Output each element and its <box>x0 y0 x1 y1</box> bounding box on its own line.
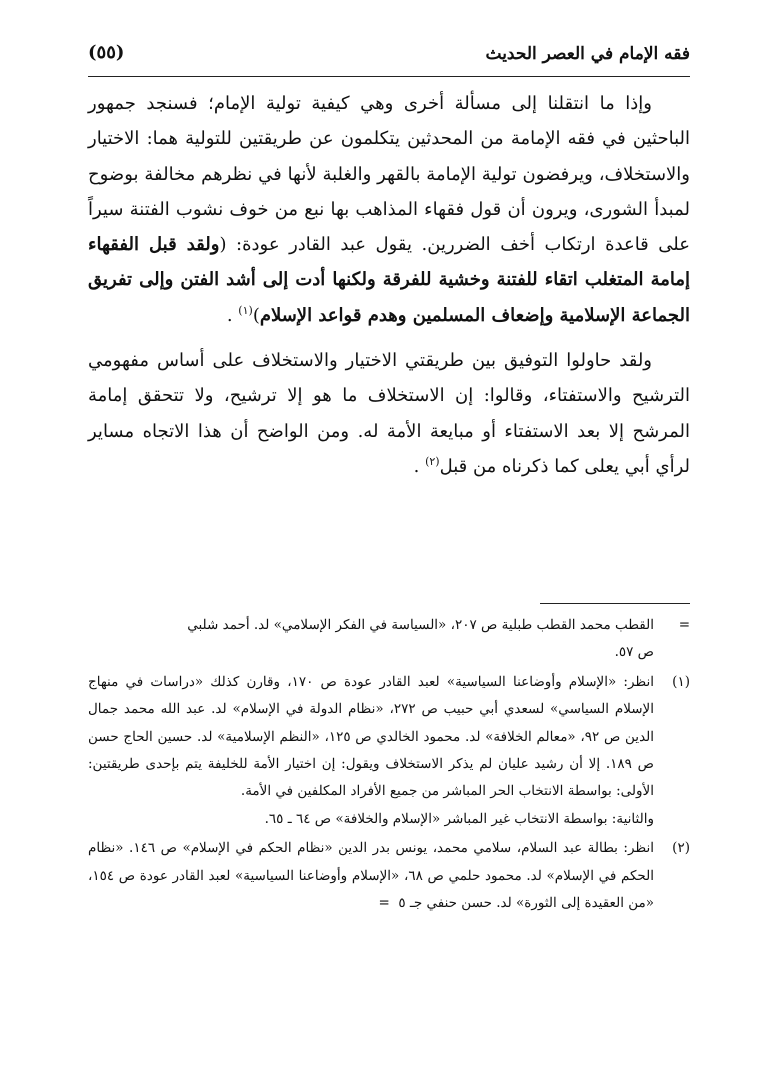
page-number: (٥٥) <box>88 42 125 63</box>
footnote-continuation <box>88 612 690 667</box>
footnote-2-continue-marker: = <box>378 895 390 912</box>
page-header <box>88 40 690 76</box>
main-text <box>88 86 690 484</box>
footnotes <box>88 612 690 917</box>
footnote-2 <box>88 835 690 917</box>
footnote-ref-2[interactable]: (٢) <box>425 454 440 468</box>
continuation-marker: = <box>678 617 690 633</box>
footnote-2-body: انظر: بطالة عبد السلام، سلامي محمد، يونس بدر الدين «نظام الحكم في الإسلام» ص ١٤٦. «نظام الحكم في الإسلام» لد. محمود حلمي ص ٦٨، «الإسلام وأوضاعنا السياسية» لعبد القادر عودة ص ١٥٤، «من العقيدة إلى الثورة» لد. حسن حنفي جـ ٥ <box>88 840 654 912</box>
footnote-1 <box>88 669 690 833</box>
header-rule <box>88 76 690 77</box>
paragraph-2-text: ولقد حاولوا التوفيق بين طريقتي الاختيار والاستخلاف على أساس مفهومي الترشيح والاستفتاء، وقالوا: إن الاستخلاف ما هو إلا ترشيح، ولا تتحقق إمامة المرشح إلا بعد الاستفتاء أو مبايعة الأمة له. ومن الواضح أن هذا الاتجاه مساير لرأي أبي يعلى كما ذكرناه من قبل <box>88 350 690 477</box>
paragraph-2 <box>88 343 690 484</box>
running-title: فقه الإمام في العصر الحديث <box>485 44 690 64</box>
quote-close: ) <box>252 304 260 326</box>
footnote-2-number: (٢) <box>672 840 690 857</box>
paragraph-1 <box>88 86 690 333</box>
footnote-1-text: انظر: «الإسلام وأوضاعنا السياسية» لعبد القادر عودة ص ١٧٠، وقارن كذلك «دراسات في منهاج الإسلام السياسي» لسعدي أبي حبيب ص ٢٧٢، «نظام الدولة في الإسلام» لد. عبد الله محمد جمال الدين ص ٩٢، «معالم الخلافة» لد. محمود الخالدي ص ١٢٥، «النظم الإسلامية» لد. حسين الحاج حسن ص ١٨٩. إلا أن رشيد عليان لم يذكر الاستخلاف ويقول: إن اختيار الأمة للخليفة يتم بإحدى طريقتين: الأولى: بواسطة الانتخاب الحر المباشر من جميع الأفراد المكلفين في الأمة. <box>88 673 655 800</box>
paragraph-1-end: . <box>226 304 239 326</box>
footnote-continuation-text: القطب محمد القطب طبلية ص ٢٠٧، «السياسة في الفكر الإسلامي» لد. أحمد شلبي <box>187 617 654 633</box>
paragraph-2-end: . <box>413 455 426 477</box>
footnote-continuation-tail: ص ٥٧. <box>614 644 654 661</box>
footnote-2-text <box>88 835 654 917</box>
paragraph-1-text: وإذا ما انتقلنا إلى مسألة أخرى وهي كيفية تولية الإمام؛ فسنجد جمهور الباحثين في فقه الإمامة من المحدثين يتكلمون عن طريقتين للتولية هما: الاختيار والاستخلاف، ويرفضون تولية الإمامة بالقهر والغلبة لأنها في نظرهم مخالفة بوضوح لمبدأ الشورى، ويرون أن قول فقهاء المذاهب بها نبع من خوف نشوب الفتنة سيراً على قاعدة ارتكاب أخف الضررين. يقول عبد القادر عودة: ( <box>88 93 690 256</box>
footnote-1-tail: والثانية: بواسطة الانتخاب غير المباشر «الإسلام والخلافة» ص ٦٤ ـ ٦٥. <box>264 810 654 827</box>
footnote-1-number: (١) <box>672 673 690 690</box>
footnote-separator <box>540 603 690 604</box>
footnote-ref-1[interactable]: (١) <box>238 303 253 317</box>
quote-abdulqadir-awda: ولقد قبل الفقهاء إمامة المتغلب اتقاء للفتنة وخشية للفرقة ولكنها أدت إلى أشد الفتن وإلى تفريق الجماعة الإسلامية وإضعاف المسلمين وهدم قواعد الإسلام <box>88 234 690 326</box>
